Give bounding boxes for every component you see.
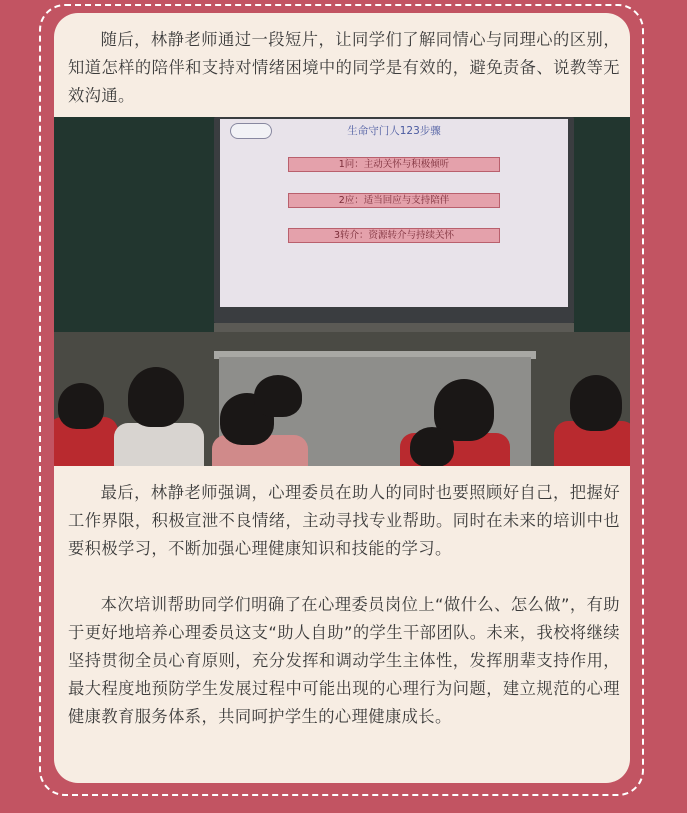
article-card (54, 13, 630, 783)
slide-item-1: 1问：主动关怀与积极倾听 (288, 157, 500, 172)
paragraph-2 (68, 479, 620, 563)
student-head (570, 375, 622, 431)
student-head (58, 383, 104, 429)
student-jacket (114, 423, 204, 466)
student-head (410, 427, 454, 466)
slide-item-3: 3转介：资源转介与持续关怀 (288, 228, 500, 243)
classroom-photo (54, 117, 630, 466)
paragraph-3-text: 本次培训帮助同学们明确了在心理委员岗位上“做什么、怎么做”，有助于更好地培养心理委员这支“助人自助”的学生干部团队。未来，我校将继续坚持贯彻全员心育原则，充分发挥和调动学生主体性，发挥朋辈支持作用，最大程度地预防学生发展过程中可能出现的心理行为问题，建立规范的心理健康教育服务体系，共同呵护学生的心理健康成长。 (68, 595, 620, 726)
student-head (128, 367, 184, 427)
paragraph-2-text: 最后，林静老师强调，心理委员在助人的同时也要照顾好自己，把握好工作界限，积极宣泄不良情绪，主动寻找专业帮助。同时在未来的培训中也要积极学习，不断加强心理健康知识和技能的学习。 (68, 483, 620, 558)
student-head (254, 375, 302, 417)
paragraph-1 (68, 26, 620, 110)
slide-item-2: 2应：适当回应与支持陪伴 (288, 193, 500, 208)
paragraph-3 (68, 591, 620, 731)
blackboard-right (574, 117, 630, 332)
paragraph-1-text: 随后，林静老师通过一段短片，让同学们了解同情心与同理心的区别，知道怎样的陪伴和支持对情绪困境中的同学是有效的，避免责备、说教等无效沟通。 (68, 30, 620, 105)
display-tray (214, 323, 574, 332)
slide-title: 生命守门人123步骤 (347, 125, 441, 137)
projected-slide (220, 119, 568, 307)
blackboard-left (54, 117, 214, 332)
